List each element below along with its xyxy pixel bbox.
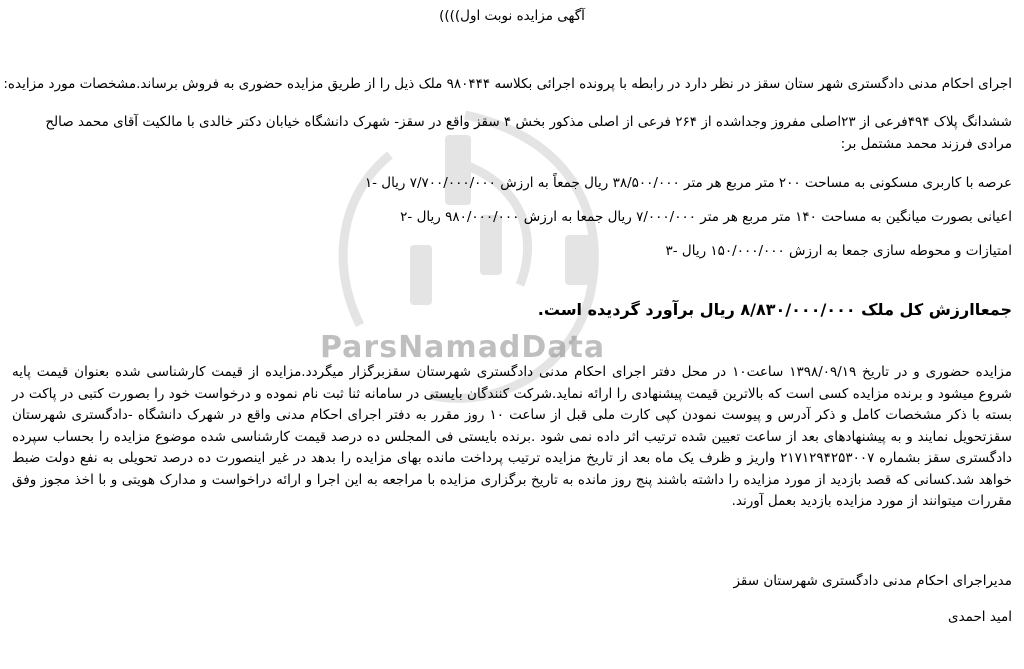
signature-name: امید احمدی (948, 609, 1012, 625)
item-3: امتیازات و محوطه سازی جمعا به ارزش ۱۵۰/۰۰۰/۰۰۰ ریال -۳ (665, 243, 1012, 259)
total-value: جمعاارزش کل ملک ۸/۸۳۰/۰۰۰/۰۰۰ ریال برآورد گردیده است. (537, 300, 1012, 319)
watermark-text: ParsNamadData (320, 330, 606, 365)
property-line-2: مرادی فرزند محمد مشتمل بر: (840, 136, 1012, 152)
item-1: عرصه با کاربری مسکونی به مساحت ۲۰۰ متر مربع هر متر ۳۸/۵۰۰/۰۰۰ ریال جمعاً به ارزش ۷/۷۰۰/۰۰۰/۰۰۰ ریال -۱ (364, 175, 1012, 191)
intro-line: اجرای احکام مدنی دادگستری شهر ستان سقز در نظر دارد در رابطه با پرونده اجرائی بکلاسه ۹۸۰۴۴۴ ملک ذیل را از طریق مزایده حضوری به فروش برساند.مشخصات مورد مزایده: (3, 76, 1012, 92)
property-line-1: ششدانگ پلاک ۴۹۴فرعی از ۲۳اصلی مفروز وجداشده از ۲۶۴ فرعی از اصلی مذکور بخش ۴ سقز واقع در سقز- شهرک دانشگاه خیابان دکتر خالدی با مالکیت آقای محمد صالح (45, 114, 1012, 130)
item-2: اعیانی بصورت میانگین به مساحت ۱۴۰ متر مربع هر متر ۷/۰۰۰/۰۰۰ ریال جمعا به ارزش ۹۸۰/۰۰۰/۰۰۰ ریال -۲ (400, 209, 1012, 225)
notice-title: آگهی مزایده نوبت اول)))) (439, 8, 585, 24)
signature-office: مدیراجرای احکام مدنی دادگستری شهرستان سقز (733, 573, 1012, 589)
conditions-paragraph: مزایده حضوری و در تاریخ ۱۳۹۸/۰۹/۱۹ ساعت۱۰ در محل دفتر اجرای احکام مدنی دادگستری شهرستان سقزبرگزار میگردد.مزایده از قیمت کارشناسی شده بعنوان قیمت پایه شروع میشود و برنده مزایده کسی است که بالاترین قیمت پیشنهادی را ارائه نماید.شرکت کنندگان بایستی در سامانه ثنا ثبت نام نموده و درخواست خود را بصورت کتبی در پاکت در بسته با ذکر مشخصات کامل و ذکر آدرس و پیوست نمودن کپی کارت ملی قبل از ساعت ۱۰ روز مقرر به دفتر اجرای احکام مدنی واقع در شهرک دانشگاه -دادگستری شهرستان سقزتحویل نمایند و به پیشنهادهای بعد از ساعت تعیین شده ترتیب اثر داده نمی شود .برنده بایستی فی المجلس ده درصد قیمت کارشناسی شده موضوع مزایده را بحساب سپرده دادگستری سقز بشماره ۲۱۷۱۲۹۴۲۵۳۰۰۷ واریز و ظرف یک ماه بعد از تاریخ مزایده ترتیب پرداخت مانده بهای مزایده را بدهد در غیر اینصورت ده درصد تحویلی به نفع دولت ضبط خواهد شد.کسانی که قصد بازدید از مورد مزایده را داشته باشند پنج روز مانده به تاریخ برگزاری مزایده با مراجعه به این اجرا و ارائه دراخواست و مدارک هویتی و با اخذ مجوز وفق مقررات میتوانند از مورد مزایده بازدید بعمل آورند. (12, 364, 1013, 509)
